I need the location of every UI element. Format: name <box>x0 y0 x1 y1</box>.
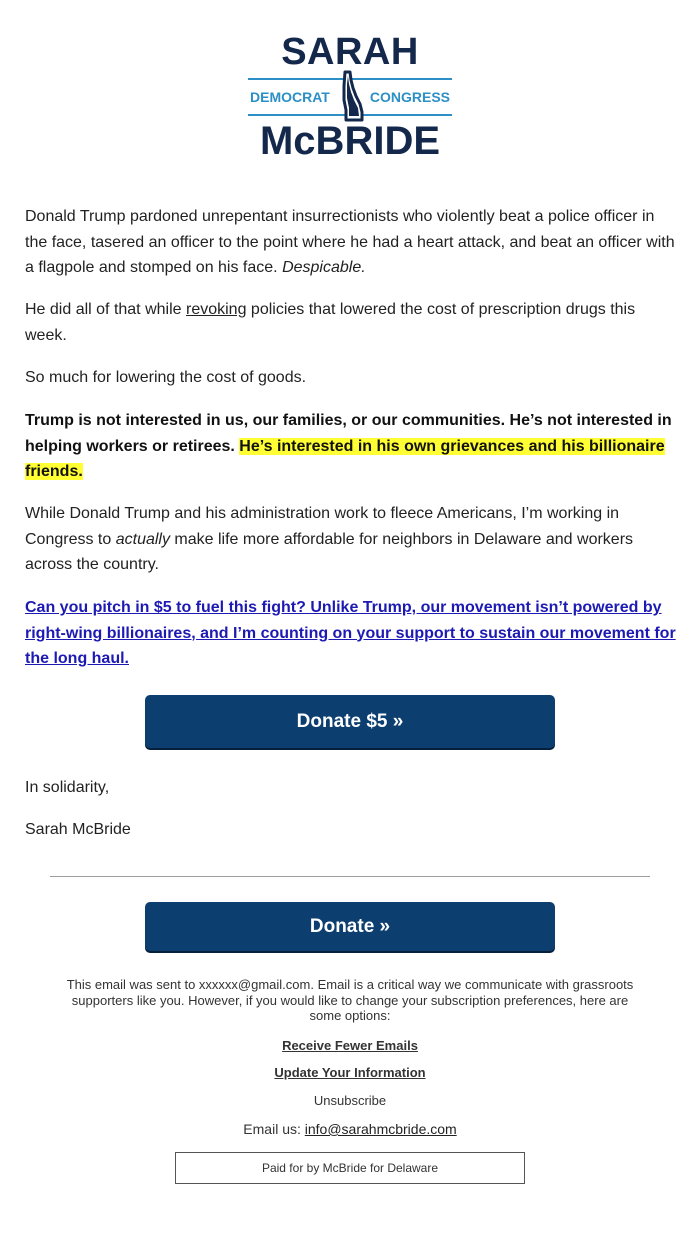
footer-fewer-emails <box>60 1038 640 1054</box>
paragraph-revoking-after: policies that lowered the cost of prescription drugs this week. <box>25 301 636 344</box>
logo-democrat-tag: DEMOCRAT <box>250 89 330 105</box>
donate-button[interactable]: Donate » <box>145 902 555 951</box>
paragraph-pitch-in <box>25 595 677 672</box>
paragraph-revoking <box>25 297 677 348</box>
footer-update-info <box>60 1065 640 1081</box>
subscription-notice: This email was sent to xxxxxx@gmail.com. Email is a critical way we communicate with grassroots supporters like you. However, if you would like to change your subscription preferences, here are some options: <box>66 977 634 1023</box>
paragraph-affordable-before: While Donald Trump and his administration work to fleece Americans, I’m working in Congress to <box>25 505 620 548</box>
paragraph-not-interested <box>25 408 677 485</box>
footer-unsubscribe <box>60 1093 640 1109</box>
paragraph-cost-of-goods: So much for lowering the cost of goods. <box>25 369 307 386</box>
paragraph-revoking-before: He did all of that while <box>25 301 186 318</box>
actually-emphasis: actually <box>115 530 170 548</box>
closing-text: In solidarity, <box>25 779 110 796</box>
paid-for-disclaimer: Paid for by McBride for Delaware <box>175 1152 525 1184</box>
despicable-emphasis: Despicable. <box>282 259 366 276</box>
paragraph-pardons-text: Donald Trump pardoned unrepentant insurrectionists who violently beat a police officer in the face, tasered an officer to the point where he had a heart attack, and beat an officer with a flagpole and stomped on his face. <box>25 208 675 276</box>
logo-bottom-word: McBRIDE <box>259 119 441 163</box>
paragraph-pardons <box>25 204 677 281</box>
update-information-link[interactable]: Update Your Information <box>274 1065 426 1080</box>
campaign-logo <box>248 30 452 166</box>
donate-5-button[interactable]: Donate $5 » <box>145 695 555 748</box>
email-us-label: Email us: <box>243 1121 305 1137</box>
unsubscribe-link[interactable]: Unsubscribe <box>313 1093 387 1108</box>
signature-name: Sarah McBride <box>25 821 131 838</box>
receive-fewer-emails-link[interactable]: Receive Fewer Emails <box>282 1038 418 1053</box>
email-address-link[interactable]: info@sarahmcbride.com <box>304 1121 457 1137</box>
paragraph-affordable-after: make life more affordable for neighbors in Delaware and workers across the country. <box>25 530 634 573</box>
logo-top-word: SARAH <box>281 31 419 73</box>
paragraph-affordable <box>25 501 677 578</box>
logo-congress-tag: CONGRESS <box>369 89 450 105</box>
paragraph-not-interested-text: Trump is not interested in us, our families, or our communities. He’s not interested in helping workers or retirees. <box>25 412 672 455</box>
footer-divider <box>50 876 650 877</box>
footer-email-us <box>60 1122 640 1138</box>
revoking-underlined: revoking <box>185 301 247 318</box>
pitch-in-link[interactable]: Can you pitch in $5 to fuel this fight? Unlike Trump, our movement isn’t powered by right-wing billionaires, and I’m counting on your support to sustain our movement for the long haul. <box>25 599 676 667</box>
highlighted-grievances-text: He’s interested in his own grievances and his billionaire friends. <box>25 437 665 480</box>
